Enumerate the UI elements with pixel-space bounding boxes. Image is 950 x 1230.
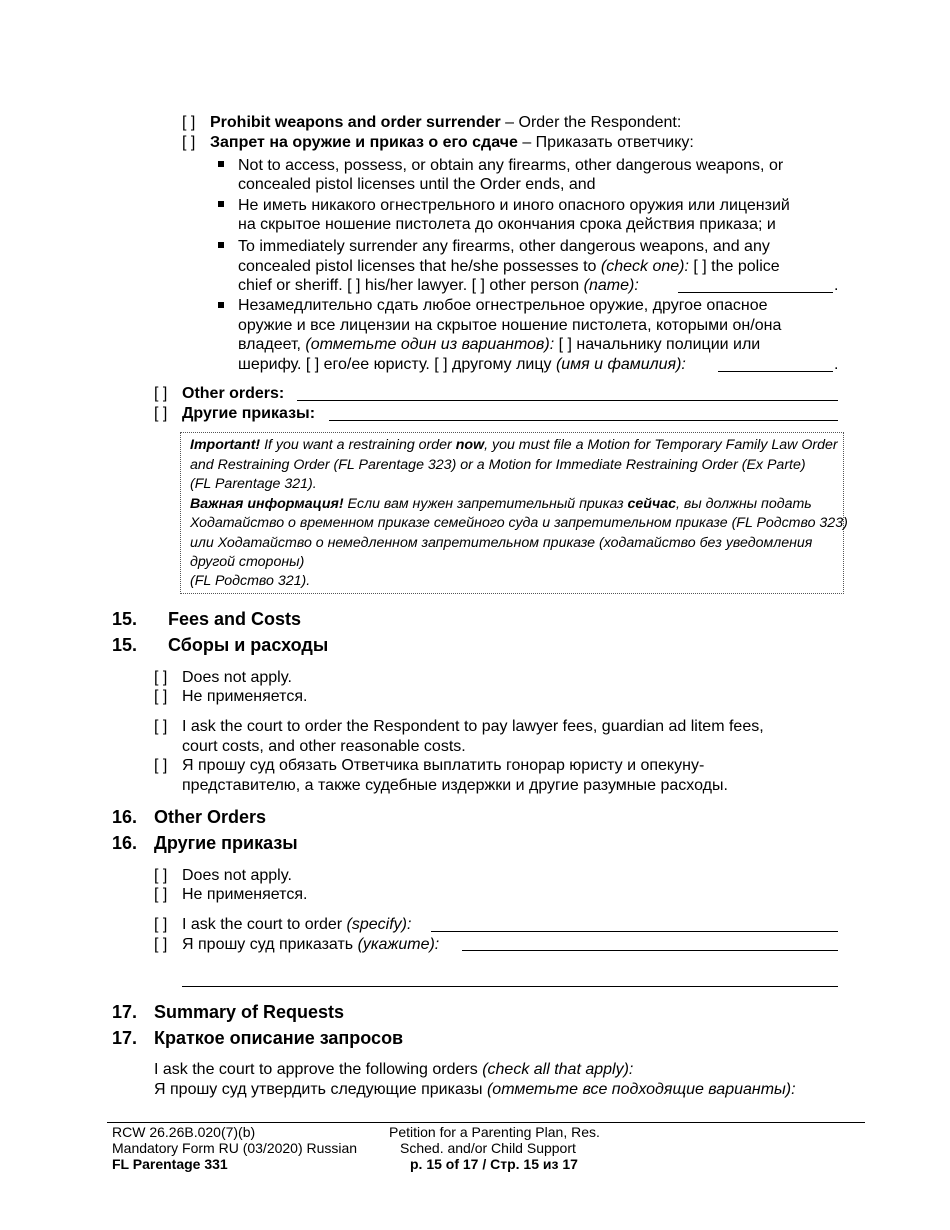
s16-ask-en-line — [182, 915, 411, 934]
other-orders-en-field[interactable] — [297, 400, 838, 401]
notice-now: now — [455, 437, 485, 453]
s16-na-en: Does not apply. — [182, 867, 292, 884]
other-orders-en-checkbox[interactable]: [ ] — [154, 385, 168, 402]
s16-specify-label: (specify): — [346, 916, 412, 933]
period: . — [834, 277, 839, 294]
bullet3-line1: To immediately surrender any firearms, other dangerous weapons, and any — [238, 238, 770, 255]
s17-check-all-label: (check all that apply): — [482, 1061, 634, 1078]
bullet-marker — [218, 302, 224, 308]
s16-na-ru-checkbox[interactable]: [ ] — [154, 886, 168, 903]
s15-na-en-checkbox[interactable]: [ ] — [154, 669, 168, 686]
section-17-title-en: Summary of Requests — [154, 1002, 345, 1022]
notice-line: (FL Parentage 321). — [190, 476, 317, 492]
notice-line: (FL Родство 321). — [190, 573, 311, 589]
s15-na-en: Does not apply. — [182, 669, 292, 686]
bullet-marker — [218, 242, 224, 248]
bullet1-line1: Not to access, possess, or obtain any firearms, other dangerous weapons, or — [238, 157, 784, 174]
bullet3-police-option[interactable]: [ ] the police — [688, 258, 780, 275]
s15-ask-en-line1: I ask the court to order the Respondent to pay lawyer fees, guardian ad litem fees, — [182, 718, 764, 735]
s16-specify-label-ru: (укажите): — [357, 936, 440, 953]
footer-form: Mandatory Form RU (03/2020) Russian — [112, 1140, 358, 1156]
s17-check-all-label-ru: (отметьте все подходящие варианты): — [486, 1081, 796, 1098]
s16-na-en-checkbox[interactable]: [ ] — [154, 867, 168, 884]
s17-intro-ru-text: Я прошу суд утвердить следующие приказы — [154, 1081, 487, 1098]
section-15-number: 15. — [112, 609, 138, 629]
s15-na-ru-checkbox[interactable]: [ ] — [154, 688, 168, 705]
section-17-number: 17. — [112, 1002, 138, 1022]
weapons-ru-rest: – Приказать ответчику: — [517, 134, 694, 151]
weapons-en-line — [210, 113, 681, 132]
notice-text: , you must file a Motion for Temporary Family Law Order — [484, 437, 838, 453]
section-15-title-en: Fees and Costs — [168, 609, 302, 629]
notice-important-label-ru: Важная информация! — [190, 496, 344, 512]
bullet4-line3 — [238, 335, 760, 354]
bullet4-line1: Незамедлительно сдать любое огнестрельное оружие, другое опасное — [238, 297, 768, 314]
weapons-ru-checkbox[interactable]: [ ] — [182, 134, 196, 151]
s16-specify-field-ru[interactable] — [462, 950, 838, 951]
important-notice-box — [180, 432, 848, 594]
weapons-en-rest: – Order the Respondent: — [500, 114, 682, 131]
bullet4-name-label: (имя и фамилия): — [555, 356, 686, 373]
weapons-ru-line — [210, 133, 694, 152]
s16-na-ru: Не применяется. — [182, 886, 308, 903]
bullet-marker — [218, 161, 224, 167]
s17-intro-en-text: I ask the court to approve the following orders — [154, 1061, 483, 1078]
s17-intro-ru — [154, 1080, 796, 1099]
notice-line: или Ходатайство о немедленном запретительном приказе (ходатайство без уведомления — [190, 535, 813, 551]
footer-title-line1: Petition for a Parenting Plan, Res. — [389, 1124, 600, 1140]
bullet3-options[interactable]: chief or sheriff. [ ] his/her lawyer. [ ] other person — [238, 277, 584, 294]
notice-line — [190, 495, 812, 514]
period: . — [834, 356, 839, 373]
bullet4-police-option[interactable]: [ ] начальнику полиции или — [554, 336, 761, 353]
s15-ask-ru-line2: представителю, а также судебные издержки и другие разумные расходы. — [182, 777, 728, 794]
s17-intro-en — [154, 1060, 633, 1079]
footer-title-line2: Sched. and/or Child Support — [400, 1140, 576, 1156]
bullet3-line3 — [238, 276, 639, 295]
bullet1-line2: concealed pistol licenses until the Order ends, and — [238, 176, 596, 193]
bullet2-line1: Не иметь никакого огнестрельного и иного опасного оружия или лицензий — [238, 197, 790, 214]
bullet3-line2 — [238, 257, 780, 276]
notice-line — [190, 436, 838, 455]
footer-rcw: RCW 26.26B.020(7)(b) — [112, 1124, 256, 1140]
weapons-en-title: Prohibit weapons and order surrender — [210, 114, 501, 131]
footer-rule — [107, 1122, 865, 1123]
other-person-name-field[interactable] — [678, 292, 833, 293]
bullet3-text: concealed pistol licenses that he/she possesses to — [238, 258, 601, 275]
notice-line: and Restraining Order (FL Parentage 323) or a Motion for Immediate Restraining Order (Ex Parte) — [190, 457, 806, 473]
section-17-title-ru: Краткое описание запросов — [154, 1028, 404, 1048]
section-15-title-ru: Сборы и расходы — [168, 635, 329, 655]
footer-form-id: FL Parentage 331 — [112, 1156, 228, 1172]
notice-line: Ходатайство о временном приказе семейного суда и запретительном приказе (FL Родство 323) — [190, 515, 848, 531]
bullet4-line2: оружие и все лицензии на скрытое ношение пистолета, которыми он/она — [238, 317, 782, 334]
bullet-marker — [218, 201, 224, 207]
bullet2-line2: на скрытое ношение пистолета до окончания срока действия приказа; и — [238, 216, 776, 233]
section-17-number-ru: 17. — [112, 1028, 138, 1048]
s15-ask-en-checkbox[interactable]: [ ] — [154, 718, 168, 735]
section-16-number: 16. — [112, 807, 138, 827]
bullet4-check-one: (отметьте один из вариантов): — [305, 336, 555, 353]
bullet4-line4 — [238, 355, 686, 374]
other-orders-ru-field[interactable] — [329, 420, 838, 421]
section-16-title-en: Other Orders — [154, 807, 267, 827]
bullet4-options[interactable]: шерифу. [ ] его/ее юристу. [ ] другому лицу — [238, 356, 556, 373]
notice-text: Если вам нужен запретительный приказ — [343, 496, 628, 512]
section-16-number-ru: 16. — [112, 833, 138, 853]
s16-ask-ru-text: Я прошу суд приказать — [182, 936, 358, 953]
notice-text: , вы должны подать — [676, 496, 812, 512]
s15-ask-en-line2: court costs, and other reasonable costs. — [182, 738, 466, 755]
bullet3-name-label: (name): — [583, 277, 639, 294]
s15-ask-ru-line1: Я прошу суд обязать Ответчика выплатить гонорар юристу и опекуну- — [182, 757, 705, 774]
footer-page-number: p. 15 of 17 / Стр. 15 из 17 — [410, 1156, 578, 1172]
weapons-en-checkbox[interactable]: [ ] — [182, 114, 196, 131]
s16-ask-en-text: I ask the court to order — [182, 916, 347, 933]
section-15-number-ru: 15. — [112, 635, 138, 655]
s15-ask-ru-checkbox[interactable]: [ ] — [154, 757, 168, 774]
bullet3-check-one: (check one): — [600, 258, 689, 275]
other-orders-ru-checkbox[interactable]: [ ] — [154, 405, 168, 422]
s16-ask-ru-line — [182, 935, 439, 954]
bullet4-text: владеет, — [238, 336, 306, 353]
s16-specify-field[interactable] — [431, 931, 838, 932]
notice-text: If you want a restraining order — [260, 437, 456, 453]
s16-ask-ru-checkbox[interactable]: [ ] — [154, 936, 168, 953]
other-person-name-field-ru[interactable] — [718, 371, 833, 372]
weapons-ru-title: Запрет на оружие и приказ о его сдаче — [210, 134, 518, 151]
notice-now-ru: сейчас — [627, 496, 677, 512]
s16-ask-en-checkbox[interactable]: [ ] — [154, 916, 168, 933]
other-orders-ru-label: Другие приказы: — [182, 405, 316, 422]
s15-na-ru: Не применяется. — [182, 688, 308, 705]
s16-extra-field[interactable] — [182, 986, 838, 987]
notice-important-label: Important! — [190, 437, 261, 453]
notice-line: другой стороны) — [190, 554, 305, 570]
section-16-title-ru: Другие приказы — [154, 833, 298, 853]
other-orders-en-label: Other orders: — [182, 385, 285, 402]
